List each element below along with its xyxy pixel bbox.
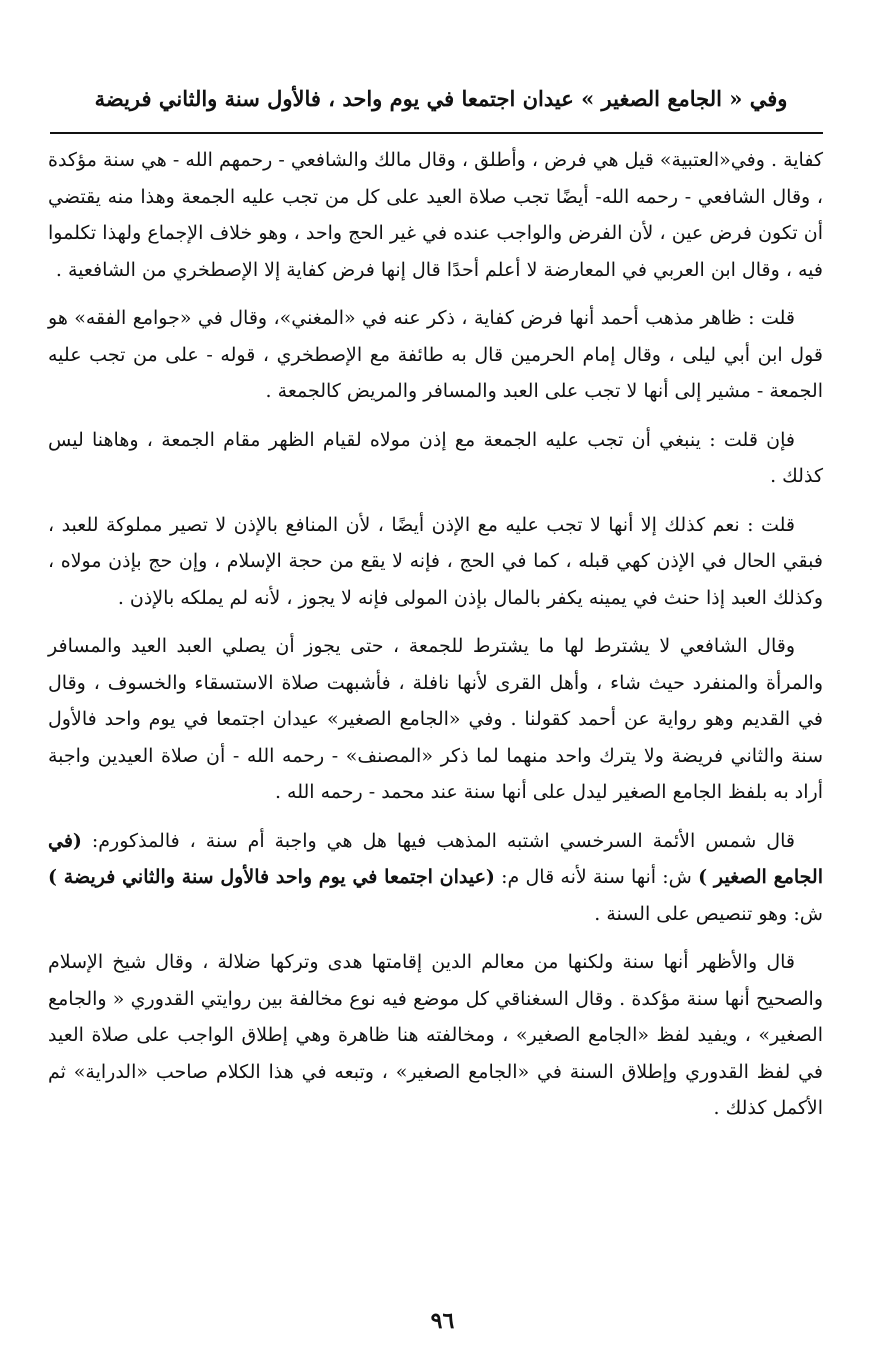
paragraph-6-text-b: ش: أنها سنة لأنه قال م:: [494, 866, 699, 888]
paragraph-4: قلت : نعم كذلك إلا أنها لا تجب عليه مع الإذن أيضًا ، لأن المنافع بالإذن لا تصير مملوكة للعبد ، فبقي الحال في الإذن كهي قبله ، كما في الحج ، فإنه لا يقع من حجة الإسلام ، وإن حج بإذن مولاه ، وكذلك العبد إذا حنث في يمينه يكفر بالمال بإذن المولى فإنه لا يجوز ، لأنه لم يملكه بالإذن .: [48, 513, 823, 609]
paragraph-5: وقال الشافعي لا يشترط لها ما يشترط للجمعة ، حتى يجوز أن يصلي العبد العيد والمسافر والمرأة والمنفرد حيث شاء ، وأهل القرى لأنها نافلة ، فأشبهت صلاة الاستسقاء والخسوف ، وقال في القديم وهو رواية عن أحمد كقولنا . وفي «الجامع الصغير» عيدان اجتمعا في يوم واحد فالأول سنة والثاني فريضة ولا يترك واحد منهما لما ذكر «المصنف» - رحمه الله - أن صلاة العيدين واجبة أراد به بلفظ الجامع الصغير ليدل على أنها سنة عند محمد - رحمه الله .: [48, 635, 823, 803]
page-number: ٩٦: [430, 1308, 455, 1334]
paragraph-1: كفاية . وفي«العتبية» قيل هي فرض ، وأطلق ، وقال مالك والشافعي - رحمهم الله - هي سنة مؤكدة ، وقال الشافعي - رحمه الله- أيضًا تجب صلاة العيد على كل من تجب عليه الجمعة وهذا منه يقتضي أن تكون فرض عين ، لأن الفرض والواجب عنده في غير الحج واحد ، وهو خلاف الإجماع ولهذا تكلموا فيه ، وقال ابن العربي في المعارضة لا أعلم أحدًا قال إنها فرض كفاية إلا الإصطخري من الشافعية .: [48, 149, 823, 281]
paragraph-3: فإن قلت : ينبغي أن تجب عليه الجمعة مع إذن مولاه لقيام الظهر مقام الجمعة ، وهاهنا ليس كذلك .: [48, 428, 823, 487]
paragraph-2: قلت : ظاهر مذهب أحمد أنها فرض كفاية ، ذكر عنه في «المغني»، وقال في «جوامع الفقه» هو قول ابن أبي ليلى ، وقال إمام الحرمين قال به طائفة مع الإصطخري ، قوله - على من تجب عليه الجمعة - مشير إلى أنها لا تجب على العبد والمسافر والمريض كالجمعة .: [48, 307, 823, 402]
header-rule: [50, 132, 823, 134]
page-body: [48, 142, 823, 1139]
paragraph-6-quote-1: (في الجامع الصغير ): [48, 829, 823, 888]
paragraph-6-text-a: قال شمس الأئمة السرخسي اشتبه المذهب فيها هل هي واجبة أم سنة ، فالمذكورم:: [81, 829, 795, 852]
running-header: وفي « الجامع الصغير » عيدان اجتمعا في يوم واحد ، فالأول سنة والثاني فريضة: [94, 86, 788, 111]
paragraph-6-quote-2: (عيدان اجتمعا في يوم واحد فالأول سنة والثاني فريضة ): [48, 866, 495, 888]
paragraph-6: [48, 823, 823, 933]
paragraph-7: قال والأظهر أنها سنة ولكنها من معالم الدين إقامتها هدى وتركها ضلالة ، وقال شيخ الإسلام والصحيح أنها سنة مؤكدة . وقال السغناقي كل موضع فيه نوع مخالفة بين روايتي القدوري « والجامع الصغير» ، ويفيد لفظ «الجامع الصغير» ، ومخالفته هنا ظاهرة وهي إطلاق الواجب على صلاة العيد في لفظ القدوري وإطلاق السنة في «الجامع الصغير» ، وتبعه في هذا الكلام صاحب «الدراية» ثم الأكمل كذلك .: [48, 951, 823, 1119]
paragraph-6-text-c: ش: وهو تنصيص على السنة .: [594, 902, 823, 925]
